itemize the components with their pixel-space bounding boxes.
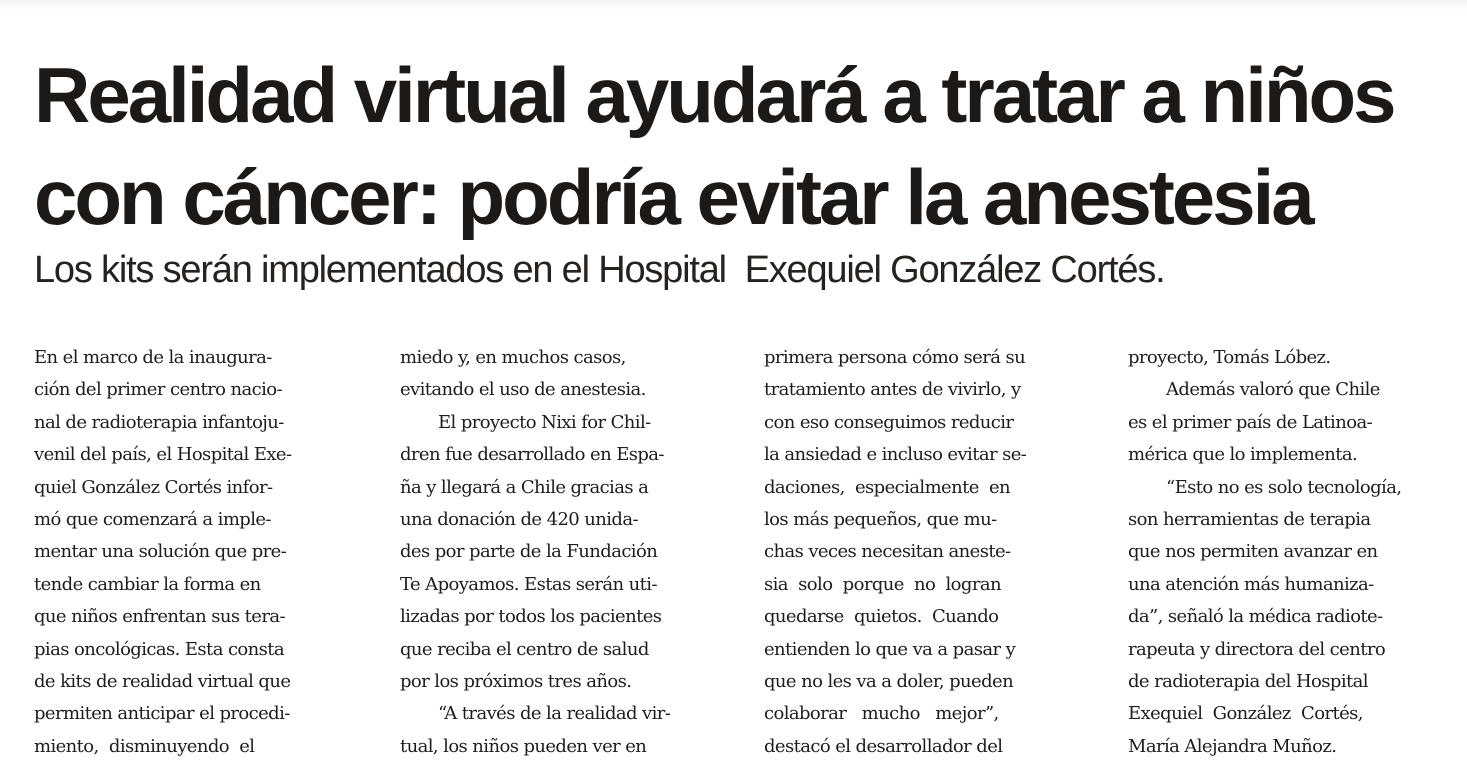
- body-line: dren fue desarrollado en Espa-: [400, 444, 664, 466]
- body-line: des por parte de la Fundación: [400, 541, 658, 563]
- headline-line-2: con cáncer: podría evitar la anestesia: [34, 153, 1312, 241]
- body-line: los más pequeños, que mu-: [764, 509, 997, 531]
- body-line: mó que comenzará a imple-: [34, 509, 271, 531]
- body-line: una donación de 420 unida-: [400, 509, 638, 531]
- body-line: que niños enfrentan sus tera-: [34, 606, 285, 628]
- paragraph-start-line: “A través de la realidad vir-: [438, 703, 671, 725]
- body-line: es el primer país de Latinoa-: [1128, 411, 1373, 433]
- body-line: pias oncológicas. Esta consta: [34, 638, 285, 660]
- body-line: mérica que lo implementa.: [1128, 444, 1358, 466]
- body-line: quiel González Cortés infor-: [34, 476, 273, 498]
- article-column-3: [764, 342, 1094, 763]
- body-line: tende cambiar la forma en: [34, 573, 261, 595]
- body-line: una atención más humaniza-: [1128, 573, 1374, 595]
- subheadline: Los kits serán implementados en el Hospital Exequiel González Cortés.: [34, 249, 1165, 291]
- body-line: lizadas por todos los pacientes: [400, 606, 662, 628]
- body-line: tual, los niños pueden ver en: [400, 735, 647, 757]
- body-line: la ansiedad e incluso evitar se-: [764, 444, 1027, 466]
- body-line: En el marco de la inaugura-: [34, 347, 272, 368]
- body-line: ción del primer centro nacio-: [34, 379, 282, 401]
- body-line: entienden lo que va a pasar y: [764, 638, 1016, 660]
- body-line: nal de radioterapia infantoju-: [34, 411, 284, 433]
- body-line: con eso conseguimos reducir: [764, 411, 1014, 433]
- body-line: María Alejandra Muñoz.: [1128, 735, 1337, 757]
- body-line: de radioterapia del Hospital: [1128, 671, 1368, 693]
- body-line: destacó el desarrollador del: [764, 735, 1003, 757]
- body-line: mentar una solución que pre-: [34, 541, 287, 563]
- body-line: rapeuta y directora del centro: [1128, 638, 1386, 660]
- paragraph-start-line: El proyecto Nixi for Chil-: [438, 411, 651, 433]
- body-line: evitando el uso de anestesia.: [400, 379, 646, 401]
- body-line: Exequiel González Cortés,: [1128, 703, 1363, 725]
- body-line: chas veces necesitan aneste-: [764, 541, 1011, 563]
- body-line: son herramientas de terapia: [1128, 509, 1371, 531]
- body-line: proyecto, Tomás Lóbez.: [1128, 347, 1331, 368]
- body-line: miedo y, en muchos casos,: [400, 347, 626, 368]
- article-column-1: [34, 342, 364, 763]
- body-line: primera persona cómo será su: [764, 347, 1026, 368]
- headline: [34, 44, 1454, 248]
- body-line: quedarse quietos. Cuando: [764, 606, 999, 628]
- body-line: Te Apoyamos. Estas serán uti-: [400, 573, 657, 595]
- body-line: venil del país, el Hospital Exe-: [34, 444, 292, 466]
- headline-line-1: Realidad virtual ayudará a tratar a niños: [34, 51, 1394, 139]
- body-line: sia solo porque no logran: [764, 573, 1001, 595]
- body-line: daciones, especialmente en: [764, 476, 1011, 498]
- body-line: tratamiento antes de vivirlo, y: [764, 379, 1021, 401]
- body-line: permiten anticipar el procedi-: [34, 703, 290, 725]
- body-line: que reciba el centro de salud: [400, 638, 649, 660]
- top-rule: [0, 0, 1467, 10]
- body-line: por los próximos tres años.: [400, 671, 632, 693]
- paragraph-start-line: Además valoró que Chile: [1166, 379, 1380, 401]
- article-column-2: [400, 342, 730, 763]
- body-line: de kits de realidad virtual que: [34, 671, 291, 693]
- body-line: que no les va a doler, pueden: [764, 671, 1014, 693]
- body-line: que nos permiten avanzar en: [1128, 541, 1378, 563]
- body-line: da”, señaló la médica radiote-: [1128, 606, 1383, 628]
- body-line: miento, disminuyendo el: [34, 735, 255, 757]
- body-line: colaborar mucho mejor”,: [764, 703, 999, 725]
- body-line: ña y llegará a Chile gracias a: [400, 476, 649, 498]
- paragraph-start-line: “Esto no es solo tecnología,: [1166, 476, 1402, 498]
- article-column-4: [1128, 342, 1458, 763]
